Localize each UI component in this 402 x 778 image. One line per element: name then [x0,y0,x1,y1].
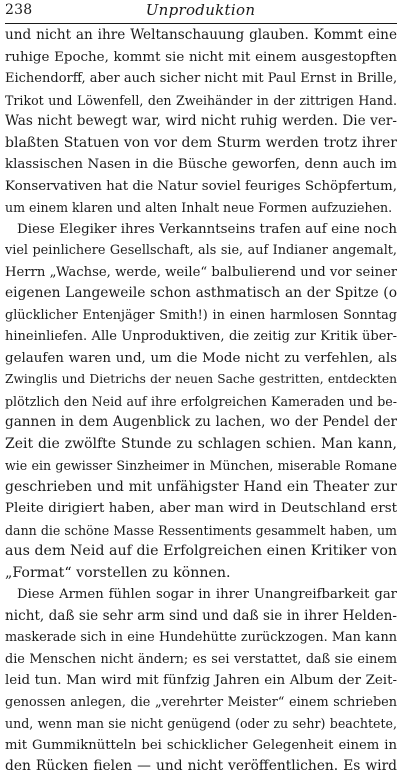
text-line: klassischen Nasen in die Büsche geworfen, denn auch im [5,157,397,172]
running-title: Unproduktion [145,1,256,19]
body-text [5,25,397,778]
text-line: maskerade sich in eine Hundehütte zurückzogen. Man kann [5,630,397,645]
text-line: eigenen Langeweile schon asthmatisch an der Spitze (o [5,285,397,301]
text-line: Diese Armen fühlen sogar in ihrer Unangreifbarkeit gar [17,587,397,602]
text-line: Herrn „Wachse, werde, weile“ balbulierend und vor seiner [5,264,397,280]
text-line: leid tun. Man wird mit fünfzig Jahren ein Album der Zeit- [5,673,397,688]
text-line: viel peinlichere Gesellschaft, als sie, auf Indianer angemalt, [5,243,397,258]
text-line: blaßten Statuen von vor dem Sturm werden trotz ihrer [5,134,397,151]
text-line: Was nicht bewegt war, wird nicht ruhig werden. Die ver- [5,113,397,129]
text-line: mit Gummiknütteln bei schicklicher Gelegenheit einem in [5,737,397,753]
text-line: hineinliefen. Alle Unproduktiven, die zeitig zur Kritik über- [5,329,397,344]
text-line: Zwinglis und Dietrichs der neuen Sache gestritten, entdeckten [5,372,397,386]
text-line: und, wenn man sie nicht genügend (oder zu sehr) beachtete, [5,716,397,731]
text-line: gelaufen waren und, um die Mode nicht zu verfehlen, als [5,350,397,366]
text-line: „Format“ vorstellen zu können. [5,564,231,581]
text-line: Konservativen hat die Natur soviel feuriges Schöpfertum, [5,178,397,194]
text-line: dann die schöne Masse Ressentiments gesammelt haben, um [5,522,397,538]
text-line: gannen in dem Augenblick zu lachen, wo der Pendel der [5,414,397,430]
text-line: genossen anlegen, die „verehrter Meister“ einem schrieben [5,694,397,710]
text-line: Pleite dirigiert haben, aber man wird in Deutschland erst [5,501,397,516]
header-rule [5,23,397,24]
text-line: Diese Elegiker ihres Verkanntseins trafen auf eine noch [17,221,397,237]
text-line: glücklicher Entenjäger Smith!) in einen harmlosen Sonntag [5,307,397,323]
text-line: aus dem Neid auf die Erfolgreichen einen Kritiker von [5,543,397,559]
text-line: Eichendorff, aber auch sicher nicht mit Paul Ernst in Brille, [5,71,397,86]
text-line: und nicht an ihre Weltanschauung glauben. Kommt eine [5,27,397,43]
text-line: geschrieben und mit unfähigster Hand ein Theater zur [5,478,397,495]
text-line: nicht, daß sie sehr arm sind und daß sie in ihrer Helden- [5,607,397,624]
text-line: die Menschen nicht ändern; es sei verstattet, daß sie einem [5,651,397,667]
text-line: ruhige Epoche, kommt sie nicht mit einem ausgestopften [5,49,397,65]
text-line: Zeit die zwölfte Stunde zu schlagen schien. Man kann, [5,435,397,452]
text-line: den Rücken fielen — und nicht veröffentlichen. Es wird [5,758,397,774]
text-line: wie ein gewisser Sinzheimer in München, miserable Romane [5,458,397,473]
page-number: 238 [5,2,33,18]
text-line: plötzlich den Neid auf ihre erfolgreichen Kameraden und be- [5,393,397,409]
text-line: um einem klaren und alten Inhalt neue Formen aufzuziehen. [5,200,393,215]
text-line: Trikot und Löwenfell, den Zweihänder in der zittrigen Hand. [5,92,397,108]
